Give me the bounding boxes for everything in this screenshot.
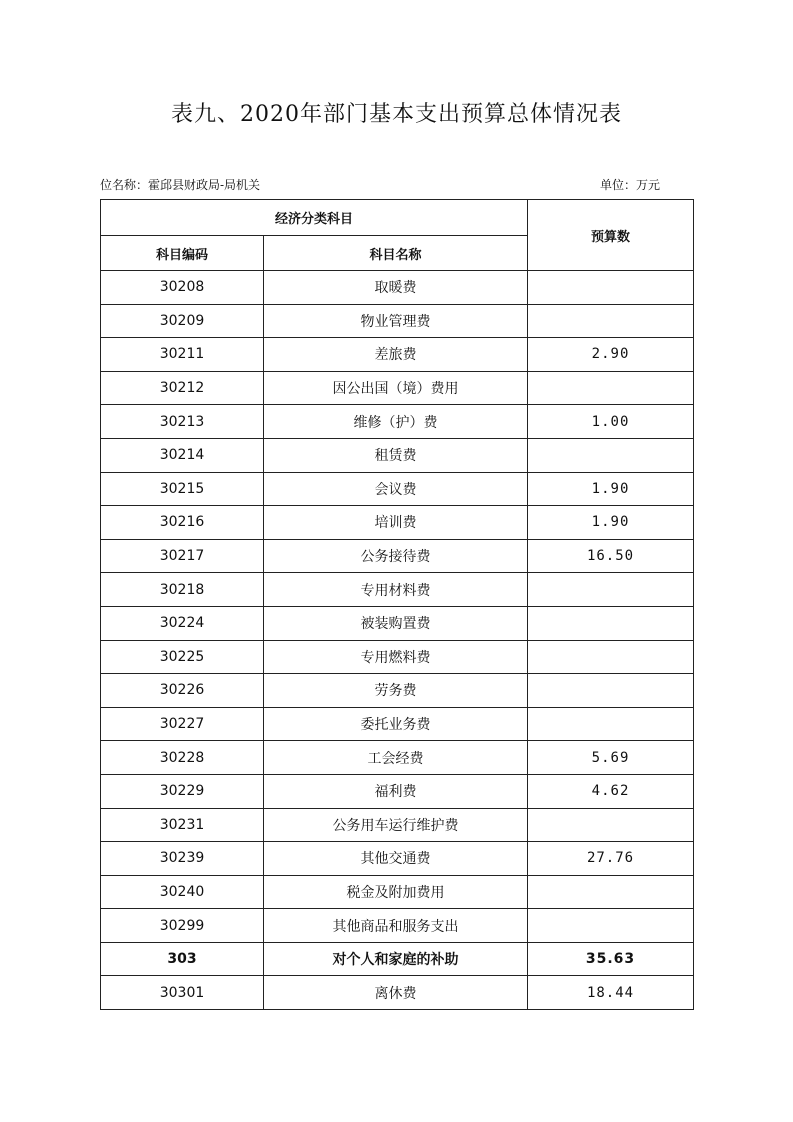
header-row-top: [101, 200, 694, 236]
table-row: [101, 707, 694, 741]
amount-cell: 2.90: [528, 338, 694, 372]
code-cell: 30215: [101, 472, 264, 506]
table-row: [101, 506, 694, 540]
amount-cell: [528, 808, 694, 842]
table-row: [101, 674, 694, 708]
amount-cell: [528, 304, 694, 338]
unit-name-label: 位名称：霍邱县财政局-局机关: [100, 178, 261, 192]
code-cell: 30224: [101, 606, 264, 640]
name-cell: 对个人和家庭的补助: [264, 942, 528, 976]
table-row: [101, 573, 694, 607]
table-row: [101, 606, 694, 640]
name-cell: 工会经费: [264, 741, 528, 775]
table-row: [101, 405, 694, 439]
code-cell: 30231: [101, 808, 264, 842]
amount-cell: [528, 371, 694, 405]
amount-cell: [528, 875, 694, 909]
amount-cell: [528, 606, 694, 640]
amount-cell: [528, 707, 694, 741]
table-row: [101, 438, 694, 472]
table-row: [101, 338, 694, 372]
code-cell: 30301: [101, 976, 264, 1010]
code-cell: 30211: [101, 338, 264, 372]
code-cell: 30218: [101, 573, 264, 607]
name-cell: 福利费: [264, 774, 528, 808]
name-cell: 因公出国（境）费用: [264, 371, 528, 405]
amount-cell: 16.50: [528, 539, 694, 573]
category-header: 经济分类科目: [101, 200, 528, 236]
name-cell: 公务接待费: [264, 539, 528, 573]
name-cell: 专用材料费: [264, 573, 528, 607]
code-cell: 30216: [101, 506, 264, 540]
amount-cell: [528, 674, 694, 708]
amount-cell: 27.76: [528, 842, 694, 876]
code-cell: 30225: [101, 640, 264, 674]
amount-cell: 1.90: [528, 506, 694, 540]
amount-cell: 35.63: [528, 942, 694, 976]
code-header: 科目编码: [101, 236, 264, 271]
code-cell: 30214: [101, 438, 264, 472]
amount-cell: [528, 271, 694, 305]
name-cell: 取暖费: [264, 271, 528, 305]
name-cell: 被装购置费: [264, 606, 528, 640]
code-cell: 30226: [101, 674, 264, 708]
table-row: [101, 271, 694, 305]
currency-unit-label: 单位：万元: [600, 178, 661, 192]
budget-table: [100, 199, 694, 1010]
table-row: [101, 741, 694, 775]
name-cell: 会议费: [264, 472, 528, 506]
name-cell: 公务用车运行维护费: [264, 808, 528, 842]
table-row: [101, 539, 694, 573]
code-cell: 30208: [101, 271, 264, 305]
code-cell: 30217: [101, 539, 264, 573]
amount-cell: [528, 438, 694, 472]
amount-header: 预算数: [528, 200, 694, 271]
code-cell: 30240: [101, 875, 264, 909]
name-cell: 其他商品和服务支出: [264, 909, 528, 943]
code-cell: 30299: [101, 909, 264, 943]
amount-cell: 1.00: [528, 405, 694, 439]
name-cell: 差旅费: [264, 338, 528, 372]
code-cell: 30212: [101, 371, 264, 405]
table-row: [101, 808, 694, 842]
page-title: 表九、2020年部门基本支出预算总体情况表: [171, 102, 622, 127]
name-cell: 专用燃料费: [264, 640, 528, 674]
name-cell: 离休费: [264, 976, 528, 1010]
amount-cell: 5.69: [528, 741, 694, 775]
name-cell: 租赁费: [264, 438, 528, 472]
table-row: [101, 842, 694, 876]
name-cell: 物业管理费: [264, 304, 528, 338]
code-cell: 30228: [101, 741, 264, 775]
table-row: [101, 371, 694, 405]
code-cell: 30239: [101, 842, 264, 876]
name-header: 科目名称: [264, 236, 528, 271]
amount-cell: [528, 640, 694, 674]
code-cell: 30213: [101, 405, 264, 439]
table-row: [101, 774, 694, 808]
name-cell: 其他交通费: [264, 842, 528, 876]
name-cell: 维修（护）费: [264, 405, 528, 439]
code-cell: 30209: [101, 304, 264, 338]
amount-cell: [528, 573, 694, 607]
table-row: [101, 304, 694, 338]
code-cell: 30227: [101, 707, 264, 741]
name-cell: 劳务费: [264, 674, 528, 708]
table-row: [101, 640, 694, 674]
name-cell: 税金及附加费用: [264, 875, 528, 909]
amount-cell: [528, 909, 694, 943]
name-cell: 委托业务费: [264, 707, 528, 741]
table-row: [101, 875, 694, 909]
table-row: [101, 942, 694, 976]
table-row: [101, 909, 694, 943]
table-row: [101, 976, 694, 1010]
table-row: [101, 472, 694, 506]
amount-cell: 4.62: [528, 774, 694, 808]
table-body: [101, 271, 694, 1010]
amount-cell: 1.90: [528, 472, 694, 506]
amount-cell: 18.44: [528, 976, 694, 1010]
code-cell: 30229: [101, 774, 264, 808]
code-cell: 303: [101, 942, 264, 976]
name-cell: 培训费: [264, 506, 528, 540]
